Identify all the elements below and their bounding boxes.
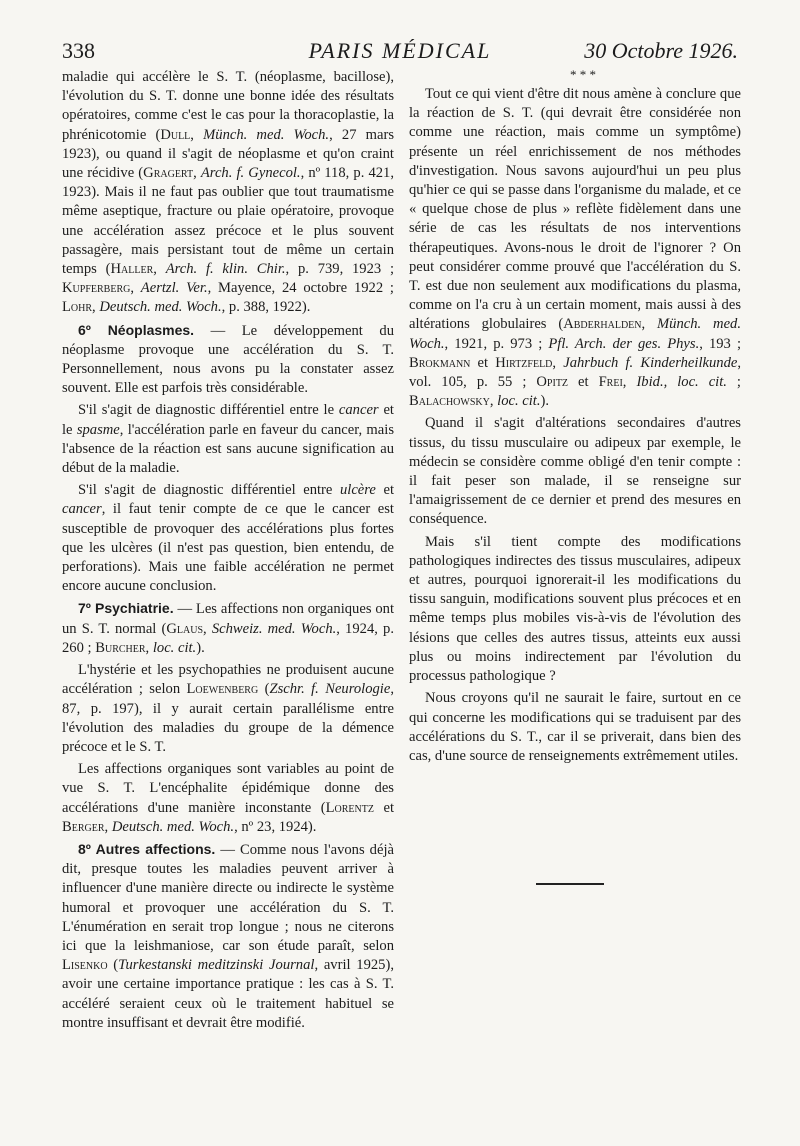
section-heading: 6º Néoplasmes. [78,321,195,338]
end-rule [536,883,604,885]
paragraph: L'hystérie et les psychopathies ne produisent aucune accélération ; selon Loewenberg (Zschr. f. Neurologie, 87, p. 197), il y aurait certain parallélisme entre l'évolution des maladies du groupe de la démence précoce et le S. T. [62,662,394,755]
page-header [62,38,738,68]
paragraph: Tout ce qui vient d'être dit nous amène à conclure que la réaction de S. T. (qui devrait être considérée non comme une réaction, mais comme un symptôme) présente un réel enrichissement de nos méthodes d'investigation. Nous savons aujourd'hui un peu plus qu'hier ce qui se passe dans l'organisme du malade, et ce « quelque chose de plus » reflète fidèlement dans une série de cas les résultats de nos interventions thérapeutiques. Avons-nous le droit de l'ignorer ? On peut considérer comme prouvé que l'accélération du S. T. est due non seulement aux modifications du plasma, comme on l'a cru à un certain moment, mais aussi à des altérations globulaires (Abderhalden, Münch. med. Woch., 1921, p. 973 ; Pfl. Arch. der ges. Phys., 193 ; Brokmann et Hirtzfeld, Jahrbuch f. Kinderheilkunde, vol. 105, p. 55 ; Opitz et Frei, Ibid., loc. cit. ; Balachowsky, loc. cit.). [409,86,742,410]
right-column [409,68,741,769]
section-heading: 7º Psychiatrie. [78,600,174,617]
paragraph-psychiatrie: 7º Psychiatrie. — Les affections non organiques ont un S. T. normal (Glaus, Schweiz. med. Woch., 1924, p. 260 ; Burcher, loc. cit.). [62,600,395,656]
issue-date: 30 Octobre 1926. [584,38,738,63]
left-column [62,68,394,1036]
section-heading: 8º Autres affections. [78,840,216,857]
journal-title: PARIS MÉDICAL [308,38,492,63]
paragraph: Les affections organiques sont variables au point de vue S. T. L'encéphalite épidémique donne des accélérations d'une manière inconstante (Lorentz et Berger, Deutsch. med. Woch., nº 23, 1924). [62,761,394,835]
page-number: 338 [62,38,95,63]
paragraph: S'il s'agit de diagnostic différentiel entre ulcère et cancer, il faut tenir compte de ce que le cancer est susceptible de provoquer des accélérations plus fortes que les ulcères (il n'est pas question, bien entendu, de perforations). Mais une faible accélération ne permet encore aucune conclusion. [62,482,394,595]
section-separator: * * * [570,67,596,82]
paragraph: Nous croyons qu'il ne saurait le faire, surtout en ce qui concerne les modifications qui se traduisent par des accélérations du S. T., car il se priverait, dans bien des cas, d'une source de renseignements extrêmement utiles. [409,690,741,764]
paragraph: Quand il s'agit d'altérations secondaires d'autres tissus, du tissu musculaire ou adipeux par exemple, le médecin se considère comme obligé d'en tenir compte : il fait peser son malade, il se renseigne sur l'amaigrissement de ce dernier et prend des mesures en conséquence. [409,415,741,528]
paragraph: S'il s'agit de diagnostic différentiel entre le cancer et le spasme, l'accélération parle en faveur du cancer, mais l'absence de la réaction est sans aucune signification au début de la maladie. [62,402,394,477]
paragraph: Mais s'il tient compte des modifications pathologiques indirectes des tissus musculaires, adipeux et autres, pourquoi ignorerait-il les modifications du tissu sanguin, modifications souvent plus précoces et en même temps plus mobiles vis-à-vis de l'évolution des lésions que celles des autres tissus, atteints eux aussi plus ou moins indirectement par l'évolution du processus pathologique ? [409,533,741,685]
paragraph: maladie qui accélère le S. T. (néoplasme, bacillose), l'évolution du S. T. donne une bonne idée des résultats opératoires, comme c'est le cas pour la thoracoplastie, la phrénicotomie (Dull, Münch. med. Woch., 27 mars 1923), ou quand il s'agit de néoplasme et qu'on craint une récidive (Gragert, Arch. f. Gynecol., nº 118, p. 421, 1923). Mais il ne faut pas oublier que tout traumatisme même aseptique, fracture ou plaie opératoire, provoque une accélération assez précoce et le plus souvent passagère, mais persistant tout de même un certain temps (Haller, Arch. f. klin. Chir., p. 739, 1923 ; Kupferberg, Aertzl. Ver., Mayence, 24 octobre 1922 ; Lohr, Deutsch. med. Woch., p. 388, 1922). [62,69,395,316]
paragraph-neoplasmes: 6º Néoplasmes. — Le développement du néoplasme provoque une accélération du S. T. Personnellement, nous avons pu la constater assez souvent. Elle est parfois très considérable. [62,321,394,397]
paragraph-autres-affections: 8º Autres affections. — Comme nous l'avons déjà dit, presque toutes les maladies peuvent arriver à influencer d'une manière directe ou indirecte le système humoral et provoquer une accélération du S. T. L'énumération en serait trop longue ; nous ne citerons ici que la leishmaniose, car son étude paraît, selon Lisenko (Turkestanski meditzinski Journal, avril 1925), avoir une certaine importance pratique : les cas à S. T. accéléré seraient ceux où le traitement habituel se montre insuffisant et devrait être modifié. [62,840,394,1031]
